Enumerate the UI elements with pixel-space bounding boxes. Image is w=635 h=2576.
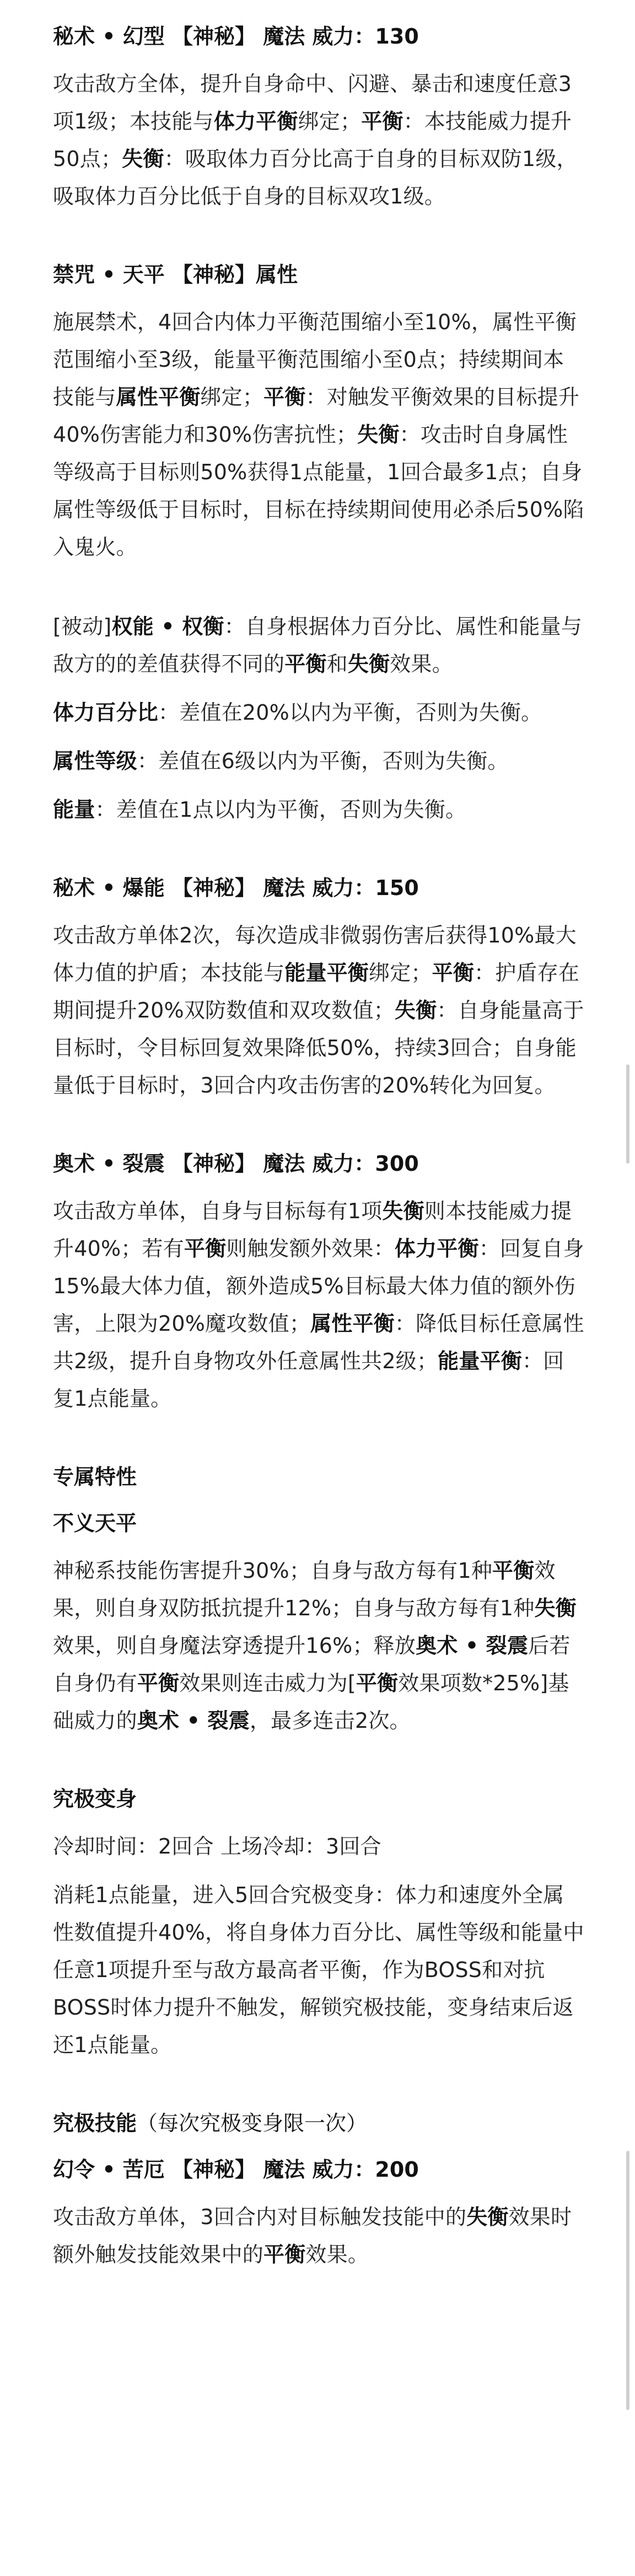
bold-term: 平衡: [492, 1559, 535, 1583]
trait-name: 不义天平: [53, 1511, 137, 1535]
ultimate-skill-section: [53, 2106, 584, 2273]
bold-term: 失衡: [122, 147, 164, 171]
bold-term: 能量平衡: [284, 961, 369, 985]
bold-term: 平衡: [356, 1671, 399, 1695]
text-run: 效果项数*25%]基础威力的: [53, 1671, 569, 1733]
text-run: 消耗1点能量，进入5回合究极变身：体力和速度外全属性数值提升40%，将自身体力百分比、属性等级和能量中任意1项提升至与敌方最高者平衡，作为BOSS和对抗BOSS时体力提升不触发，解锁究极技能，变身结束后返还1点能量。: [53, 1883, 584, 2057]
bold-term: 能量: [53, 797, 95, 822]
ultimate-transform-section: [53, 1781, 584, 2064]
text-run: ：自身能量高于目标时，令目标回复效果降低50%，持续3回合；自身能量低于目标时，3回合内攻击伤害的20%转化为回复。: [53, 998, 584, 1097]
bold-term: 奥术 • 裂震: [137, 1709, 250, 1733]
bold-term: 平衡: [263, 385, 306, 409]
skill-section-2: [53, 257, 584, 566]
text-run: ：对触发平衡效果的目标提升40%伤害能力和30%伤害抗性；: [53, 385, 580, 447]
trait-description: [53, 1552, 584, 1739]
passive-section: [53, 608, 584, 828]
scrollbar-track[interactable]: [626, 1064, 629, 1164]
section-heading-note: （每次究极变身限一次）: [137, 2111, 368, 2135]
bold-term: 体力平衡: [213, 109, 298, 133]
skill-title: 奥术 • 裂震 【神秘】 魔法 威力：300: [53, 1152, 419, 1176]
bold-term: 平衡: [361, 109, 403, 133]
text-run: 攻击敌方全体，提升自身命中、闪避、暴击和速度任意3项1级；本技能与: [53, 72, 572, 133]
transform-description: [53, 1876, 584, 2064]
bold-term: 失衡: [357, 422, 400, 447]
bold-term: 平衡: [184, 1236, 227, 1261]
skill-title: 幻令 • 苦厄 【神秘】 魔法 威力：200: [53, 2157, 419, 2182]
section-heading: 究极变身: [53, 1787, 137, 1811]
text-run: 攻击敌方单体2次，每次造成非微弱伤害后获得10%最大体力值的护盾；本技能与: [53, 923, 577, 985]
text-run: 效果，则自身魔法穿透提升16%；释放: [53, 1634, 416, 1658]
text-run: 效果则连击威力为[: [179, 1671, 356, 1695]
bold-term: 权能 • 权衡: [111, 614, 224, 639]
section-heading-text: 究极技能: [53, 2111, 137, 2135]
text-run: 则触发额外效果：: [226, 1236, 395, 1261]
text-run: ：吸取体力百分比高于自身的目标双防1级，吸取体力百分比低于自身的目标双攻1级。: [53, 147, 578, 208]
text-run: 绑定；: [369, 961, 432, 985]
passive-rule-energy: [53, 791, 584, 828]
bold-term: 奥术 • 裂震: [416, 1634, 529, 1658]
bold-term: 平衡: [432, 961, 475, 985]
text-run: ，最多连击2次。: [249, 1709, 411, 1733]
passive-description: [53, 608, 584, 683]
bold-term: 失衡: [534, 1596, 577, 1620]
text-run: 攻击敌方单体，3回合内对目标触发技能中的: [53, 2205, 467, 2229]
text-run: 冷却时间：2回合 上场冷却：3回合: [53, 1834, 381, 1859]
skill-section-5: [53, 1146, 584, 1417]
passive-rule-hp: [53, 694, 584, 731]
text-run: 神秘系技能伤害提升30%；自身与敌方每有1种: [53, 1559, 493, 1583]
bold-term: 能量平衡: [438, 1349, 522, 1373]
bold-term: 属性平衡: [310, 1311, 395, 1336]
bold-term: 属性等级: [53, 749, 137, 773]
skill-description: [53, 2198, 584, 2273]
text-run: ：护盾存在期间提升20%双防数值和双攻数值；: [53, 961, 580, 1022]
skill-description: [53, 65, 584, 215]
bold-term: 平衡: [284, 652, 327, 676]
bold-term: 平衡: [137, 1671, 180, 1695]
exclusive-trait-section: [53, 1459, 584, 1739]
passive-rule-attribute: [53, 742, 584, 780]
text-run: 则本技能威力提升40%；若有: [53, 1199, 572, 1261]
bold-term: 失衡: [347, 652, 390, 676]
text-run: 和: [326, 652, 348, 676]
text-run: ：降低目标任意属性共2级，提升自身物攻外任意属性共2级；: [53, 1311, 584, 1373]
text-run: 绑定；: [200, 385, 264, 409]
text-run: [被动]: [53, 614, 112, 639]
text-run: 绑定；: [298, 109, 362, 133]
bold-term: 属性平衡: [116, 385, 201, 409]
text-run: ：本技能威力提升50点；: [53, 109, 572, 171]
cooldown-info: [53, 1828, 584, 1865]
text-run: 后若自身仍有: [53, 1634, 571, 1695]
text-run: 效果。: [390, 652, 453, 676]
bold-term: 失衡: [382, 1199, 424, 1223]
bold-term: 体力平衡: [394, 1236, 479, 1261]
text-run: 效果时额外触发技能效果中的: [53, 2205, 572, 2267]
text-run: 攻击敌方单体，自身与目标每有1项: [53, 1199, 383, 1223]
skill-description: [53, 917, 584, 1104]
scrollbar-thumb[interactable]: [626, 2151, 629, 2410]
skill-title: 禁咒 • 天平 【神秘】属性: [53, 263, 298, 287]
skill-section-1: [53, 19, 584, 215]
section-heading: [53, 2106, 584, 2141]
skill-description: [53, 1192, 584, 1417]
text-run: 效果。: [305, 2242, 369, 2267]
skill-description: [53, 303, 584, 566]
section-heading: 专属特性: [53, 1465, 137, 1489]
text-run: 效果，则自身双防抵抗提升12%；自身与敌方每有1种: [53, 1559, 556, 1620]
bold-term: 失衡: [394, 998, 437, 1022]
text-run: ：差值在1点以内为平衡，否则为失衡。: [95, 797, 467, 822]
text-run: 施展禁术，4回合内体力平衡范围缩小至10%，属性平衡范围缩小至3级，能量平衡范围缩小至0点；持续期间本技能与: [53, 310, 577, 409]
bold-term: 平衡: [263, 2242, 306, 2267]
text-run: ：差值在20%以内为平衡，否则为失衡。: [158, 700, 542, 725]
skill-title: 秘术 • 幻型 【神秘】 魔法 威力：130: [53, 24, 419, 49]
text-run: ：自身根据体力百分比、属性和能量与敌方的的差值获得不同的: [53, 614, 583, 676]
text-run: ：回复自身15%最大体力值，额外造成5%目标最大体力值的额外伤害，上限为20%魔攻数值；: [53, 1236, 584, 1336]
text-run: ：攻击时自身属性等级高于目标则50%获得1点能量，1回合最多1点；自身属性等级低于目标时，目标在持续期间使用必杀后50%陷入鬼火。: [53, 422, 584, 559]
bold-term: 失衡: [466, 2205, 509, 2229]
skill-section-4: [53, 870, 584, 1104]
bold-term: 体力百分比: [53, 700, 159, 725]
skill-title: 秘术 • 爆能 【神秘】 魔法 威力：150: [53, 876, 419, 900]
text-run: ：回复1点能量。: [53, 1349, 564, 1411]
text-run: ：差值在6级以内为平衡，否则为失衡。: [137, 749, 509, 773]
